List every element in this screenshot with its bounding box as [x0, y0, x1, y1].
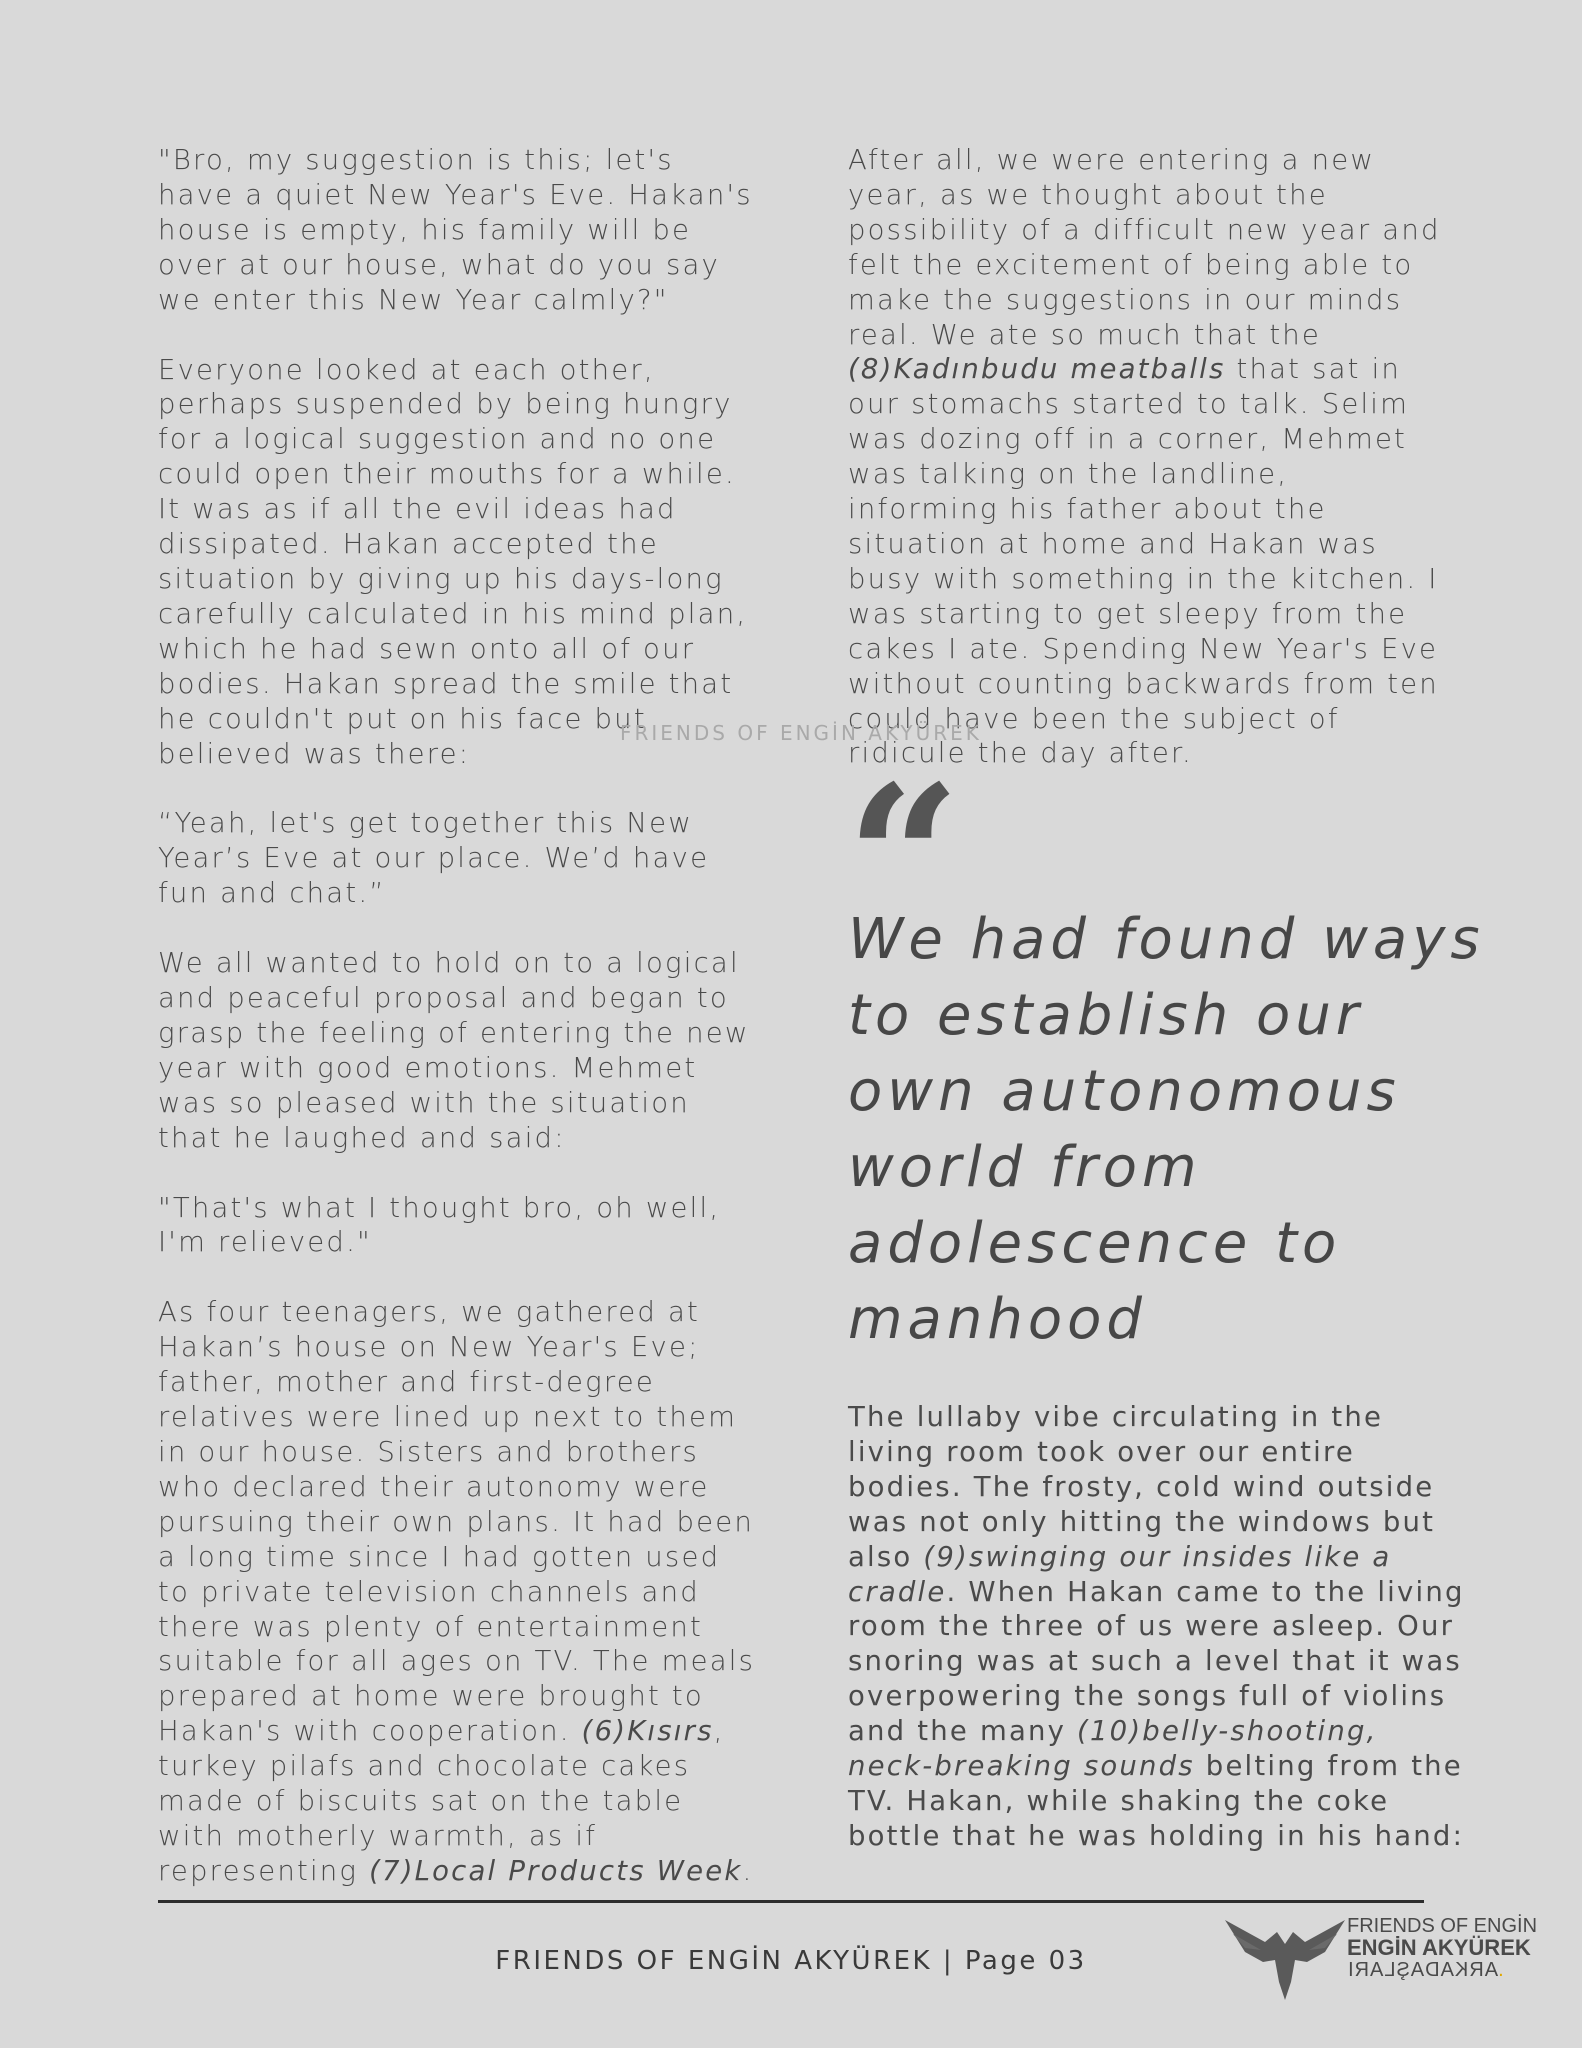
right-column: [848, 143, 1448, 806]
quote-mark-icon: “: [846, 742, 962, 977]
logo-accent-dot: .: [1498, 1959, 1504, 1981]
text-run: . When Hakan came to the living room the three of us were asleep. Our snoring was at such a level that it was overpowering the songs full of violins and the many: [848, 1575, 1465, 1748]
page-footer: FRIENDS OF ENGİN AKYÜREK | Page 03: [495, 1946, 1087, 1976]
footnote-ref: (7)Local Products Week: [369, 1854, 743, 1887]
text-run: As four teenagers, we gathered at Hakan’s house on New Year's Eve; father, mother and first-degree relatives were lined up next to them in our house. Sisters and brothers who declared their autonomy were pursuing their own plans. It had been a long time since I had gotten used to private television channels and there was plenty of entertainment suitable for all ages on TV. The meals prepared at home were brought to Hakan's with cooperation.: [158, 1296, 756, 1748]
paragraph: [848, 1400, 1468, 1854]
footnote-ref: (8)Kadınbudu meatballs: [848, 353, 1226, 386]
logo-line: ENGİN AKYÜREK: [1347, 1935, 1531, 1960]
footnote-ref: (6)Kısırs: [581, 1715, 714, 1748]
footnote-ref: (10)belly-shooting, neck-breaking sounds: [848, 1715, 1378, 1783]
logo-line: FRIENDS OF ENGİN: [1347, 1915, 1538, 1937]
logo-line: ARKADAŞLARI: [1347, 1959, 1499, 1981]
paragraph: “Yeah, let's get together this New Year’s Eve at our place. We’d have fun and chat.”: [158, 807, 710, 910]
text-run: , turkey pilafs and chocolate cakes made of biscuits sat on the table with motherly warmth, as if representing: [158, 1715, 725, 1887]
paragraph: "Bro, my suggestion is this; let's have a quiet New Year's Eve. Hakan's house is empty, his family will be over at our house, what do you say we enter this New Year calmly?": [158, 144, 753, 316]
text-run: .: [742, 1854, 754, 1887]
paragraph: "That's what I thought bro, oh well, I'm relieved.": [158, 1191, 721, 1259]
paragraph: [158, 1295, 758, 1888]
pull-quote: We had found ways to establish our own autonomous world from adolescence to manhood: [848, 907, 1485, 1352]
text-run: After all, we were entering a new year, as we thought about the possibility of a difficult new year and felt the excitement of being able to make the suggestions in our minds real. We ate so much that the: [848, 144, 1441, 351]
text-run: that sat in our stomachs started to talk. Selim was dozing off in a corner, Mehmet was talking on the landline, informing his father about the situation at home and Hakan was busy with something in the kitchen. I was starting to get sleepy from the cakes I ate. Spending New Year's Eve without counting backwards from ten could have been the subject of ridicule the day after.: [848, 353, 1439, 770]
paragraph: [848, 143, 1448, 771]
left-column: [158, 143, 758, 1924]
text-run: belting from the TV. Hakan, while shaking the coke bottle that he was holding in his hand:: [848, 1750, 1465, 1852]
watermark: FRIENDS OF ENGİN AKYÜREK: [620, 721, 982, 745]
paragraph: Everyone looked at each other, perhaps suspended by being hungry for a logical suggestion and no one could open their mouths for a while. It was as if all the evil ideas had dissipated. Hakan accepted the situation by giving up his days-long carefully calculated in his mind plan, which he had sewn onto all of our bodies. Hakan spread the smile that he couldn't put on his face but believed was there:: [158, 353, 748, 770]
brand-logo: [1347, 1915, 1537, 1981]
paragraph: We all wanted to hold on to a logical and peaceful proposal and began to grasp the feeling of entering the new year with good emotions. Mehmet was so pleased with the situation that he laughed and said:: [158, 947, 750, 1154]
footer-divider: [158, 1900, 1424, 1903]
right-column-continued: [848, 1400, 1468, 1854]
footnote-ref: (9)swinging our insides like a cradle: [848, 1540, 1392, 1608]
text-run: The lullaby vibe circulating in the living room took over our entire bodies. The frosty, cold wind outside was not only hitting the windows but also: [848, 1401, 1436, 1573]
